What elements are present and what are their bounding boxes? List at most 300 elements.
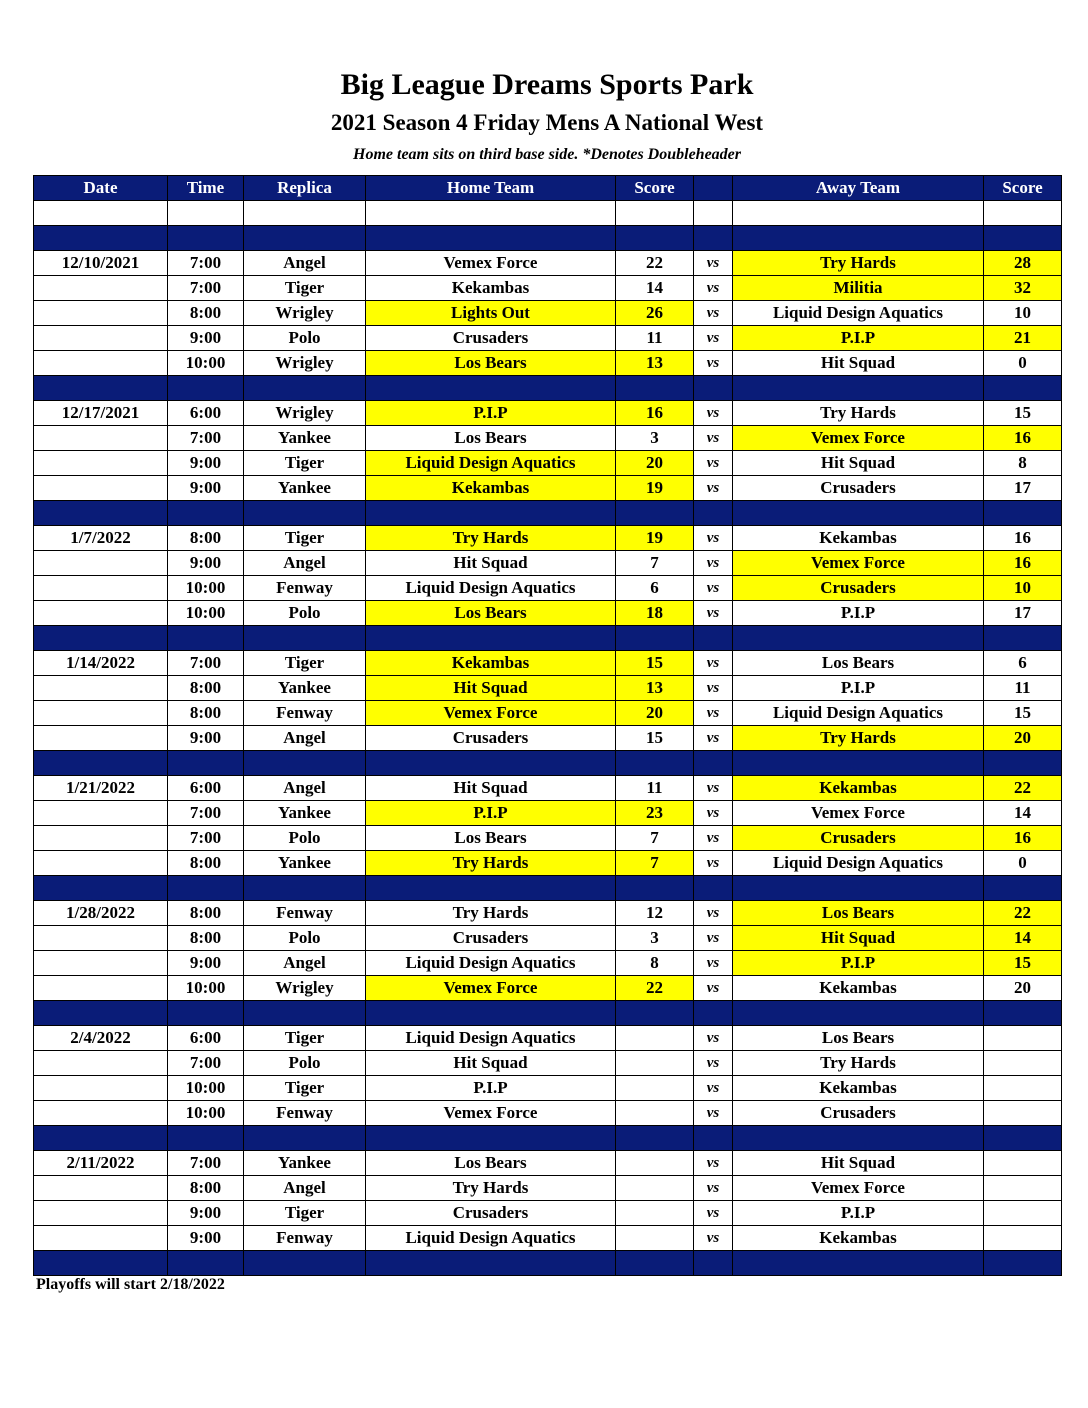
game-date: [34, 801, 168, 826]
game-date: [34, 826, 168, 851]
home-score: 22: [616, 976, 694, 1001]
game-field: Polo: [244, 326, 366, 351]
game-row: [34, 776, 1062, 801]
away-score: 16: [984, 826, 1062, 851]
week-separator-row: [34, 501, 1062, 526]
home-score: 13: [616, 351, 694, 376]
away-score: 28: [984, 251, 1062, 276]
vs-label: vs: [694, 851, 733, 876]
game-time: 10:00: [168, 351, 244, 376]
vs-label: vs: [694, 401, 733, 426]
away-team: Hit Squad: [733, 926, 984, 951]
home-score: 13: [616, 676, 694, 701]
game-time: 7:00: [168, 1151, 244, 1176]
game-date: [34, 851, 168, 876]
game-row: [34, 276, 1062, 301]
game-date: [34, 1201, 168, 1226]
vs-label: vs: [694, 251, 733, 276]
home-team: P.I.P: [366, 401, 616, 426]
col-header-replica: Replica: [244, 176, 366, 201]
away-team: Try Hards: [733, 1051, 984, 1076]
home-team: Vemex Force: [366, 1101, 616, 1126]
game-time: 9:00: [168, 1226, 244, 1251]
game-field: Polo: [244, 926, 366, 951]
col-header-home-score: Score: [616, 176, 694, 201]
away-team: Liquid Design Aquatics: [733, 301, 984, 326]
away-score: 21: [984, 326, 1062, 351]
home-team: Liquid Design Aquatics: [366, 576, 616, 601]
away-team: Liquid Design Aquatics: [733, 851, 984, 876]
game-field: Tiger: [244, 526, 366, 551]
vs-label: vs: [694, 651, 733, 676]
home-team: Try Hards: [366, 1176, 616, 1201]
away-team: Kekambas: [733, 776, 984, 801]
game-field: Angel: [244, 726, 366, 751]
game-date: [34, 1076, 168, 1101]
away-score: 16: [984, 551, 1062, 576]
col-header-away-score: Score: [984, 176, 1062, 201]
away-score: 16: [984, 526, 1062, 551]
game-row: [34, 926, 1062, 951]
away-team: P.I.P: [733, 676, 984, 701]
vs-label: vs: [694, 451, 733, 476]
away-team: Crusaders: [733, 476, 984, 501]
vs-label: vs: [694, 701, 733, 726]
game-field: Angel: [244, 1176, 366, 1201]
col-header-time: Time: [168, 176, 244, 201]
vs-label: vs: [694, 726, 733, 751]
game-time: 9:00: [168, 1201, 244, 1226]
away-score: [984, 1076, 1062, 1101]
home-team: Liquid Design Aquatics: [366, 1226, 616, 1251]
away-score: [984, 1176, 1062, 1201]
game-date: [34, 1101, 168, 1126]
away-team: Kekambas: [733, 1226, 984, 1251]
game-field: Wrigley: [244, 301, 366, 326]
away-score: 17: [984, 601, 1062, 626]
week-separator-row: [34, 876, 1062, 901]
away-team: Vemex Force: [733, 426, 984, 451]
game-time: 7:00: [168, 826, 244, 851]
home-score: 18: [616, 601, 694, 626]
home-team: Crusaders: [366, 726, 616, 751]
away-score: 8: [984, 451, 1062, 476]
away-score: 15: [984, 401, 1062, 426]
home-score: [616, 1051, 694, 1076]
vs-label: vs: [694, 526, 733, 551]
vs-label: vs: [694, 901, 733, 926]
game-field: Yankee: [244, 1151, 366, 1176]
game-field: Tiger: [244, 1201, 366, 1226]
game-date: [34, 1176, 168, 1201]
home-team: P.I.P: [366, 801, 616, 826]
game-date: [34, 601, 168, 626]
home-team: Hit Squad: [366, 1051, 616, 1076]
home-team: Lights Out: [366, 301, 616, 326]
game-row: [34, 351, 1062, 376]
game-field: Fenway: [244, 701, 366, 726]
home-score: [616, 1176, 694, 1201]
away-score: 22: [984, 776, 1062, 801]
home-team: Vemex Force: [366, 701, 616, 726]
away-score: [984, 1151, 1062, 1176]
home-team: Los Bears: [366, 351, 616, 376]
away-score: 14: [984, 926, 1062, 951]
game-date: 2/11/2022: [34, 1151, 168, 1176]
page-title: Big League Dreams Sports Park: [340, 68, 754, 101]
vs-label: vs: [694, 551, 733, 576]
game-row: [34, 576, 1062, 601]
week-separator-row: [34, 376, 1062, 401]
game-row: [34, 1226, 1062, 1251]
home-score: 6: [616, 576, 694, 601]
away-score: 10: [984, 576, 1062, 601]
home-score: 7: [616, 551, 694, 576]
away-team: Los Bears: [733, 1026, 984, 1051]
game-date: [34, 1051, 168, 1076]
home-score: 20: [616, 451, 694, 476]
away-team: Kekambas: [733, 976, 984, 1001]
game-row: [34, 326, 1062, 351]
away-score: 0: [984, 351, 1062, 376]
home-team: Liquid Design Aquatics: [366, 951, 616, 976]
game-field: Polo: [244, 1051, 366, 1076]
away-team: Los Bears: [733, 651, 984, 676]
away-team: Hit Squad: [733, 451, 984, 476]
game-field: Fenway: [244, 576, 366, 601]
away-score: 6: [984, 651, 1062, 676]
game-time: 7:00: [168, 251, 244, 276]
home-team: P.I.P: [366, 1076, 616, 1101]
game-field: Yankee: [244, 676, 366, 701]
game-field: Angel: [244, 951, 366, 976]
game-date: [34, 451, 168, 476]
home-score: 23: [616, 801, 694, 826]
away-score: 22: [984, 901, 1062, 926]
game-field: Tiger: [244, 276, 366, 301]
game-date: 1/28/2022: [34, 901, 168, 926]
vs-label: vs: [694, 276, 733, 301]
home-team: Los Bears: [366, 1151, 616, 1176]
game-time: 6:00: [168, 1026, 244, 1051]
vs-label: vs: [694, 326, 733, 351]
game-time: 6:00: [168, 776, 244, 801]
away-score: 14: [984, 801, 1062, 826]
game-time: 8:00: [168, 701, 244, 726]
home-score: 26: [616, 301, 694, 326]
game-time: 7:00: [168, 801, 244, 826]
vs-label: vs: [694, 426, 733, 451]
game-date: [34, 351, 168, 376]
vs-label: vs: [694, 601, 733, 626]
game-field: Yankee: [244, 426, 366, 451]
game-date: 1/7/2022: [34, 526, 168, 551]
away-team: Hit Squad: [733, 1151, 984, 1176]
away-score: 32: [984, 276, 1062, 301]
home-team: Crusaders: [366, 926, 616, 951]
game-row: [34, 401, 1062, 426]
game-row: [34, 1201, 1062, 1226]
game-field: Fenway: [244, 901, 366, 926]
game-date: 12/17/2021: [34, 401, 168, 426]
game-row: [34, 1176, 1062, 1201]
away-team: Hit Squad: [733, 351, 984, 376]
schedule-note: Home team sits on third base side. *Denotes Doubleheader: [353, 146, 741, 163]
home-score: 3: [616, 426, 694, 451]
away-team: Try Hards: [733, 726, 984, 751]
home-score: 15: [616, 726, 694, 751]
game-date: [34, 1226, 168, 1251]
game-date: [34, 726, 168, 751]
game-date: [34, 326, 168, 351]
game-time: 7:00: [168, 276, 244, 301]
home-team: Los Bears: [366, 601, 616, 626]
game-row: [34, 976, 1062, 1001]
vs-label: vs: [694, 926, 733, 951]
game-date: [34, 301, 168, 326]
game-field: Yankee: [244, 476, 366, 501]
home-team: Try Hards: [366, 851, 616, 876]
game-row: [34, 476, 1062, 501]
vs-label: vs: [694, 1026, 733, 1051]
game-time: 9:00: [168, 476, 244, 501]
away-team: Crusaders: [733, 576, 984, 601]
home-score: 12: [616, 901, 694, 926]
away-score: 20: [984, 976, 1062, 1001]
away-team: Vemex Force: [733, 1176, 984, 1201]
game-row: [34, 251, 1062, 276]
game-row: [34, 601, 1062, 626]
game-row: [34, 726, 1062, 751]
game-time: 7:00: [168, 651, 244, 676]
vs-label: vs: [694, 776, 733, 801]
schedule-body: [34, 201, 1062, 1276]
week-separator-row: [34, 1126, 1062, 1151]
game-field: Angel: [244, 251, 366, 276]
game-field: Yankee: [244, 801, 366, 826]
game-field: Tiger: [244, 1076, 366, 1101]
game-date: [34, 701, 168, 726]
week-separator-row: [34, 1251, 1062, 1276]
game-date: 2/4/2022: [34, 1026, 168, 1051]
away-score: 0: [984, 851, 1062, 876]
away-score: 15: [984, 951, 1062, 976]
game-row: [34, 1151, 1062, 1176]
home-score: 19: [616, 526, 694, 551]
away-team: P.I.P: [733, 326, 984, 351]
game-date: [34, 276, 168, 301]
game-row: [34, 426, 1062, 451]
vs-label: vs: [694, 1176, 733, 1201]
game-date: [34, 951, 168, 976]
game-row: [34, 551, 1062, 576]
game-row: [34, 801, 1062, 826]
game-date: [34, 976, 168, 1001]
vs-label: vs: [694, 301, 733, 326]
game-row: [34, 301, 1062, 326]
game-row: [34, 451, 1062, 476]
away-score: [984, 1101, 1062, 1126]
game-time: 10:00: [168, 576, 244, 601]
home-score: 3: [616, 926, 694, 951]
home-score: 19: [616, 476, 694, 501]
away-team: P.I.P: [733, 951, 984, 976]
away-score: 20: [984, 726, 1062, 751]
home-team: Crusaders: [366, 1201, 616, 1226]
game-row: [34, 1101, 1062, 1126]
away-score: 17: [984, 476, 1062, 501]
game-field: Tiger: [244, 451, 366, 476]
game-time: 8:00: [168, 851, 244, 876]
home-team: Try Hards: [366, 901, 616, 926]
vs-label: vs: [694, 351, 733, 376]
game-field: Wrigley: [244, 401, 366, 426]
away-score: [984, 1026, 1062, 1051]
game-time: 9:00: [168, 451, 244, 476]
vs-label: vs: [694, 576, 733, 601]
home-team: Los Bears: [366, 426, 616, 451]
game-date: 1/21/2022: [34, 776, 168, 801]
vs-label: vs: [694, 1051, 733, 1076]
game-field: Fenway: [244, 1226, 366, 1251]
away-score: 15: [984, 701, 1062, 726]
game-time: 9:00: [168, 326, 244, 351]
game-field: Angel: [244, 776, 366, 801]
game-row: [34, 826, 1062, 851]
home-score: 8: [616, 951, 694, 976]
home-score: 22: [616, 251, 694, 276]
game-row: [34, 901, 1062, 926]
playoffs-note: Playoffs will start 2/18/2022: [36, 1276, 225, 1293]
schedule-table: [33, 175, 1062, 1276]
away-score: 16: [984, 426, 1062, 451]
game-date: 1/14/2022: [34, 651, 168, 676]
game-row: [34, 651, 1062, 676]
home-team: Vemex Force: [366, 251, 616, 276]
vs-label: vs: [694, 1201, 733, 1226]
home-team: Kekambas: [366, 476, 616, 501]
away-score: [984, 1201, 1062, 1226]
game-field: Tiger: [244, 1026, 366, 1051]
away-team: P.I.P: [733, 1201, 984, 1226]
game-time: 6:00: [168, 401, 244, 426]
home-score: 11: [616, 326, 694, 351]
home-score: [616, 1201, 694, 1226]
home-score: 15: [616, 651, 694, 676]
blank-row: [34, 201, 1062, 226]
home-score: 7: [616, 826, 694, 851]
game-date: [34, 426, 168, 451]
game-row: [34, 676, 1062, 701]
game-row: [34, 701, 1062, 726]
home-team: Liquid Design Aquatics: [366, 1026, 616, 1051]
game-time: 10:00: [168, 601, 244, 626]
away-team: Crusaders: [733, 826, 984, 851]
page-subtitle: 2021 Season 4 Friday Mens A National West: [330, 110, 764, 135]
col-header-home-team: Home Team: [366, 176, 616, 201]
game-date: [34, 576, 168, 601]
game-field: Polo: [244, 601, 366, 626]
game-row: [34, 851, 1062, 876]
home-score: [616, 1151, 694, 1176]
game-field: Yankee: [244, 851, 366, 876]
game-time: 9:00: [168, 951, 244, 976]
home-score: 11: [616, 776, 694, 801]
vs-label: vs: [694, 1151, 733, 1176]
game-date: [34, 476, 168, 501]
game-field: Angel: [244, 551, 366, 576]
game-time: 8:00: [168, 526, 244, 551]
game-time: 10:00: [168, 1101, 244, 1126]
game-time: 8:00: [168, 926, 244, 951]
game-time: 8:00: [168, 676, 244, 701]
home-score: 16: [616, 401, 694, 426]
game-field: Wrigley: [244, 351, 366, 376]
away-team: Crusaders: [733, 1101, 984, 1126]
game-time: 8:00: [168, 1176, 244, 1201]
away-team: P.I.P: [733, 601, 984, 626]
home-score: [616, 1076, 694, 1101]
game-date: [34, 676, 168, 701]
game-row: [34, 1051, 1062, 1076]
home-team: Liquid Design Aquatics: [366, 451, 616, 476]
home-team: Vemex Force: [366, 976, 616, 1001]
away-team: Liquid Design Aquatics: [733, 701, 984, 726]
game-field: Polo: [244, 826, 366, 851]
game-time: 10:00: [168, 976, 244, 1001]
away-team: Kekambas: [733, 1076, 984, 1101]
home-team: Kekambas: [366, 276, 616, 301]
home-team: Kekambas: [366, 651, 616, 676]
home-score: 7: [616, 851, 694, 876]
away-team: Try Hards: [733, 401, 984, 426]
vs-label: vs: [694, 1101, 733, 1126]
away-team: Vemex Force: [733, 801, 984, 826]
vs-label: vs: [694, 826, 733, 851]
game-row: [34, 1026, 1062, 1051]
vs-label: vs: [694, 476, 733, 501]
home-team: Hit Squad: [366, 551, 616, 576]
game-row: [34, 526, 1062, 551]
header-row: [34, 176, 1062, 201]
col-header-vs: [694, 176, 733, 201]
vs-label: vs: [694, 976, 733, 1001]
vs-label: vs: [694, 951, 733, 976]
away-team: Vemex Force: [733, 551, 984, 576]
vs-label: vs: [694, 801, 733, 826]
away-score: [984, 1226, 1062, 1251]
game-field: Wrigley: [244, 976, 366, 1001]
game-row: [34, 951, 1062, 976]
week-separator-row: [34, 751, 1062, 776]
away-team: Try Hards: [733, 251, 984, 276]
home-score: 20: [616, 701, 694, 726]
col-header-away-team: Away Team: [733, 176, 984, 201]
home-team: Crusaders: [366, 326, 616, 351]
col-header-date: Date: [34, 176, 168, 201]
game-time: 8:00: [168, 301, 244, 326]
game-time: 10:00: [168, 1076, 244, 1101]
away-score: 10: [984, 301, 1062, 326]
home-team: Los Bears: [366, 826, 616, 851]
home-team: Try Hards: [366, 526, 616, 551]
home-score: 14: [616, 276, 694, 301]
game-time: 9:00: [168, 726, 244, 751]
away-score: 11: [984, 676, 1062, 701]
game-time: 7:00: [168, 1051, 244, 1076]
away-team: Los Bears: [733, 901, 984, 926]
game-row: [34, 1076, 1062, 1101]
